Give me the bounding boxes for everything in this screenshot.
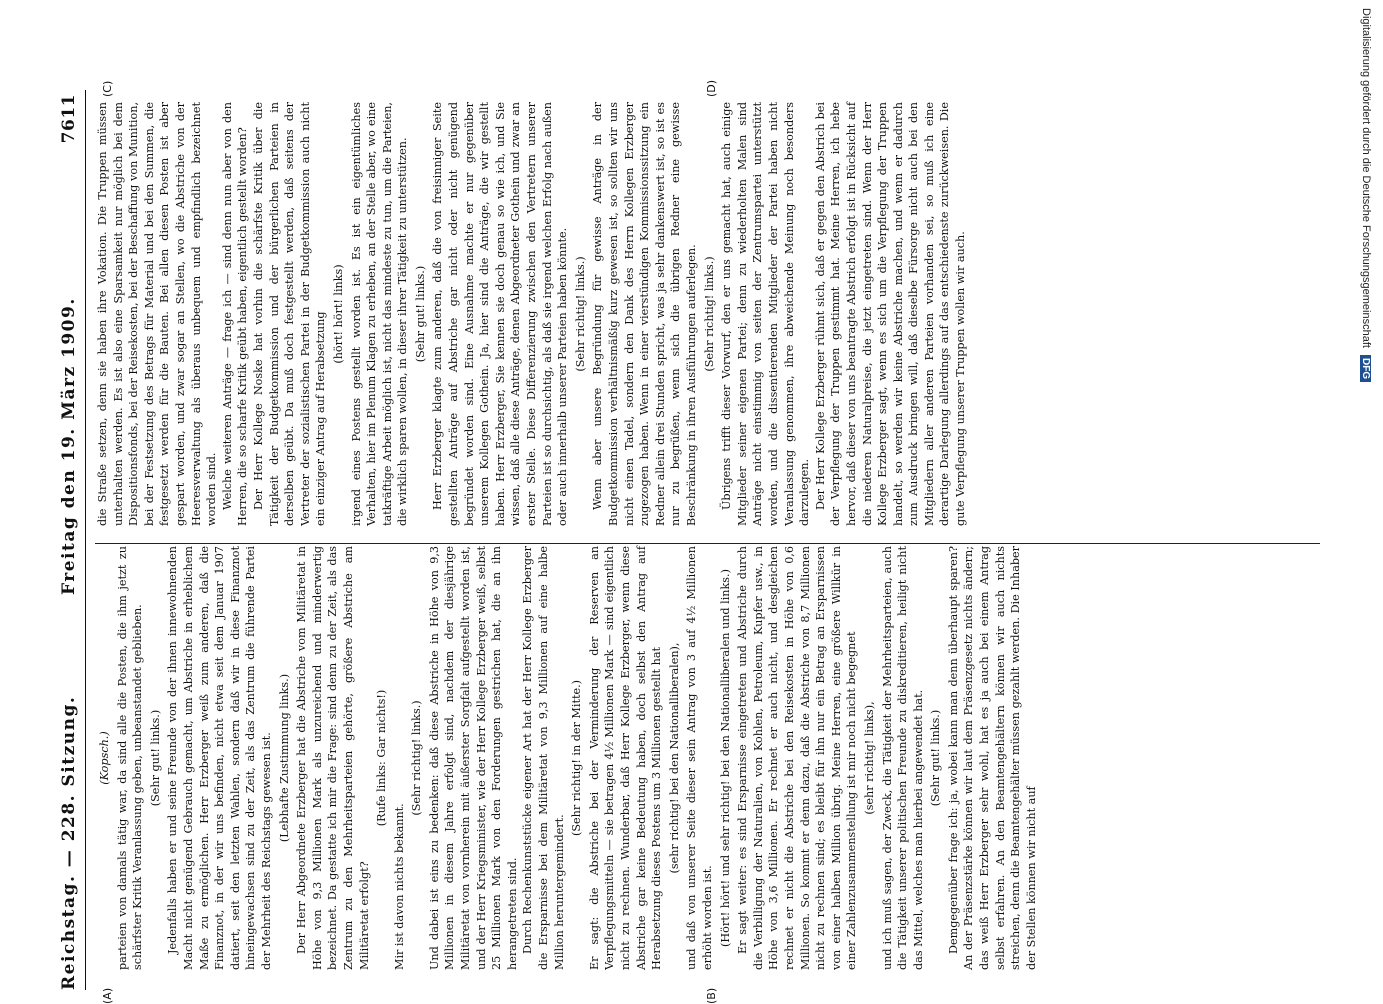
credit-text: Digitalisierung gefördert durch die Deutsche Forschungsgemeinschaft [1360, 8, 1372, 348]
interjection: (Sehr gut! links.) [413, 265, 427, 363]
interjection: (Sehr gut! links.) [929, 709, 943, 807]
paragraph: und daß von unserer Seite dieser sein Antrag von 3 auf 4½ Millionen erhöht worden ist. [685, 546, 714, 970]
paragraph: irgend eines Postens gestellt worden ist. Es ist ein eigentümliches Verhalten, hier im Plenum Klagen zu erheben, an der Stelle aber, wo eine tatkräftige Arbeit möglich ist, nicht das mindeste zu tun, um die Parteien, die wirklich sparen wollen, in dieser ihrer Tätigkeit zu unterstützen. [349, 102, 410, 526]
paragraph: Der Herr Abgeordnete Erzberger hat die Abstriche vom Militäretat in Höhe von 9,3 Millionen Mark als unzureichend und minderwertig bezeichnet. Da gestatte ich mir die Frage: sind denn zu der Zeit, als das Zentrum zu den Mehrheitsparteien gehörte, größere Abstriche am Militäretat erfolgt? [295, 546, 371, 970]
running-head [55, 90, 86, 990]
paragraph: die Straße setzen, denn sie haben ihre Vokation. Die Truppen müssen unterhalten werden. Es ist also eine Sparsamkeit nur möglich bei dem Dispositionsfonds, bei der Reisekosten, bei der Beschaffung von Munition, bei der Festsetzung des Betrags für Material und bei den Summen, die festgesetzt werden für die Bauten. Bei allen diesen Posten ist aber gespart worden, und zwar sogar an Stellen, wo die Abstriche von der Heeresverwaltung als überaus unbequem und empfindlich bezeichnet worden sind. [96, 102, 219, 526]
header-date: Freitag den 19. März 1909. [59, 297, 79, 595]
paragraph: Mir ist davon nichts bekannt. [392, 803, 406, 970]
interjection: (Sehr richtig! in der Mitte.) [570, 679, 584, 837]
interjection: (Lebhafte Zustimmung links.) [277, 673, 291, 843]
paragraph: Er sagt: die Abstriche bei der Verminderung der Reserven an Verpflegungsmitteln — sie betragen 4½ Millionen Mark — sind eigentlich nicht zu rechnen. Wunderbar, daß Herr Kollege Erzberger, wenn diese Abstriche gar keine Bedeutung haben, doch selbst den Antrag auf Herabsetzung dieses Postens um 3 Millionen gestellt hat [587, 546, 664, 970]
left-text-column [95, 546, 1039, 970]
page-number: 7611 [59, 94, 79, 144]
interjection: (Sehr richtig! links.) [702, 256, 716, 372]
margin-mark-c: (C) [101, 80, 114, 97]
paragraph: Jedenfalls haben er und seine Freunde von der ihnen innewohnenden Macht nicht genügend Gebrauch gemacht, um Abstriche in erheblichem Maße zu ermöglichen. Herr Erzberger weiß zum anderen, daß die Finanznot, in der wir uns befinden, nicht etwa seit dem Januar 1907 datiert, seit den letzten Wahlen, sondern daß wir in diese Finanznot hineingewachsen sind zu der Zeit, als das Zentrum die führende Partei der Mehrheit des Reichstags gewesen ist. [166, 546, 273, 970]
digitization-credit [1356, 8, 1380, 992]
paragraph: Übrigens trifft dieser Vorwurf, den er uns gemacht hat, auch einige Mitglieder seiner eigenen Partei; denn zu wiederholten Malen sind Anträge nicht einstimmig von seiten der Zentrumspartei unterstützt worden, und die dissentierenden Mitglieder der Partei haben nicht Veranlassung genommen, ihre abweichende Meinung noch besonders darzulegen. [720, 102, 812, 526]
paragraph: und ich muß sagen, der Zweck, die Tätigkeit der Mehrheitsparteien, auch die Tätigkeit unserer politischen Freunde zu diskreditieren, heiligt nicht das Mittel, welches man hierbei angewendet hat. [880, 546, 925, 970]
document-page [55, 79, 1335, 1004]
margin-mark-d: (D) [705, 79, 718, 97]
header-session: Reichstag. — 228. Sitzung. [59, 695, 79, 990]
column-divider [95, 543, 1320, 544]
paragraph: Er sagt weiter: es sind Ersparnisse eingetreten und Abstriche durch die Verbilligung der Naturalien, von Kohlen, Petroleum, Kupfer usw., in Höhe von 3,6 Millionen. Er rechnet er auch nicht, und desgleichen rechnet er nicht die Abstriche bei den Reisekosten in Höhe von 0,6 Millionen. So kommt er denn dazu, daß die Abstriche von 8,7 Millionen nicht zu rechnen sind; es bleibt für ihn nur ein Betrag an Ersparnissen von einer halben Million übrig. Meine Herren, eine größere Willkür in einer Zahlenzusammenstellung ist mir noch nicht begegnet [736, 546, 859, 970]
margin-mark-a: (A) [101, 987, 114, 1004]
interjection: (Sehr richtig! links.) [410, 700, 424, 816]
paragraph: Demgegenüber frage ich: ja, wobei kann man denn überhaupt sparen? An der Präsenzstärke können wir laut dem Präsenzgesetz nichts ändern; das weiß Herr Erzberger sehr wohl, hat es ja auch bei einem Antrag selbst erfahren. An den Beamtengehältern können wir auch nichts streichen, denn die Beamtengehälter müssen gezahlt werden. Die Inhaber der Stellen können wir nicht auf [946, 546, 1038, 970]
paragraph: Herr Erzberger klagte zum anderen, daß die von freisinniger Seite gestellten Anträge auf Abstriche gar nicht oder nicht genügend begründet worden sind. Eine Ausnahme machte er nur gegenüber unserem Kollegen Gothein. Ja, hier sind die Anträge, die wir gestellt haben. Herr Erzberger, Sie kennen sie doch genau so wie ich, und Sie wissen, daß alle diese Anträge, denen Abgeordneter Gothein und zwar an erster Stelle. Diese Differenzierung zwischen den Vertretern unserer Parteien ist so durchsichtig, als daß sie irgend welchen Erfolg nach außen oder auch innerhalb unserer Parteien haben könnte. [431, 102, 570, 526]
interjection: (sehr richtig! bei den Nationalliberalen), [667, 642, 681, 874]
interjection: (Sehr gut! links.) [148, 709, 162, 807]
paragraph: Und dabei ist eins zu bedenken: daß diese Abstriche in Höhe von 9,3 Millionen in diesem Jahre erfolgt sind, nachdem der diesjährige Militäretat von vornherein mit äußerster Sorgfalt aufgestellt worden ist, und der Herr Kriegsminister, wie der Herr Kollege Erzberger weiß, selbst 25 Millionen Mark von den Forderungen gestrichen hat, die an ihn herangetreten sind. [427, 546, 519, 970]
interjection: (sehr richtig! links), [862, 701, 876, 815]
paragraph: parteien von damals tätig war, da sind alle die Posten, die ihm jetzt zu schärfster Kritik Veranlassung geben, unbeanstandet geblieben. [115, 546, 145, 970]
interjection: (Sehr richtig! links.) [573, 256, 587, 372]
interjection: (hört! hört! links) [331, 264, 345, 364]
interjection: (Hört! hört! und sehr richtig! bei den Nationalliberalen und links.) [718, 569, 732, 947]
dfg-logo: DFG [1360, 355, 1371, 382]
margin-mark-b: (B) [705, 987, 718, 1004]
speaker-name: (Kopsch.) [98, 731, 111, 785]
paragraph: Durch Rechenkunststücke eigener Art hat der Herr Kollege Erzberger die Ersparnisse bei dem Militäretat von 9,3 Millionen auf eine halbe Million heruntergemindert. [521, 546, 566, 970]
paragraph: Wenn aber unsere Begründung für gewisse Anträge in der Budgetkommission verhältnismäßig kurz gewesen ist, so sollten wir uns nicht einen Tadel, sondern den Dank des Herrn Kollegen Erzberger zugezogen haben. Wenn in einer vierstündigen Kommissionssitzung ein Redner allein drei Stunden spricht, was ja sehr dankenswert ist, so ist es nur zu begrüßen, wenn sich die übrigen Redner eine gewisse Beschränkung in ihren Ausführungen auferlegen. [591, 102, 698, 526]
paragraph: Welche weiteren Anträge — frage ich — sind denn nun aber von den Herren, die so scharfe Kritik geübt haben, eigentlich gestellt worden? [220, 102, 250, 526]
interjection: (Rufe links: Gar nichts!) [375, 689, 389, 827]
right-text-column [95, 102, 969, 526]
paragraph: Der Herr Kollege Noske hat vorhin die schärfste Kritik über die Tätigkeit der Budgetkommission und der bürgerlichen Parteien in derselben geübt. Da muß doch festgestellt werden, daß seitens der Vertreter der sozialistischen Partei in der Budgetkommission auch nicht ein einziger Antrag auf Herabsetzung [251, 102, 328, 526]
paragraph: Der Herr Kollege Erzberger rühmt sich, daß er gegen den Abstrich bei der Verpflegung der Truppen gestimmt hat. Meine Herren, ich hebe hervor, daß dieser von uns beantragte Abstrich erfolgt ist in Rücksicht auf die niederen Naturalpreise, die jetzt eingetreten sind. Wenn der Herr Kollege Erzberger sagt, wenn es sich um die Verpflegung der Truppen handelt, so werden wir keine Abstriche machen, und wenn er dadurch zum Ausdruck bringen will, daß dieselbe Fürsorge nicht auch bei den Mitgliedern aller anderen Parteien vorhanden sei, so muß ich eine derartige Darlegung allerdings auf das entschiedenste zurückweisen. Die gute Verpflegung unserer Truppen wollen wir auch. [813, 102, 968, 526]
